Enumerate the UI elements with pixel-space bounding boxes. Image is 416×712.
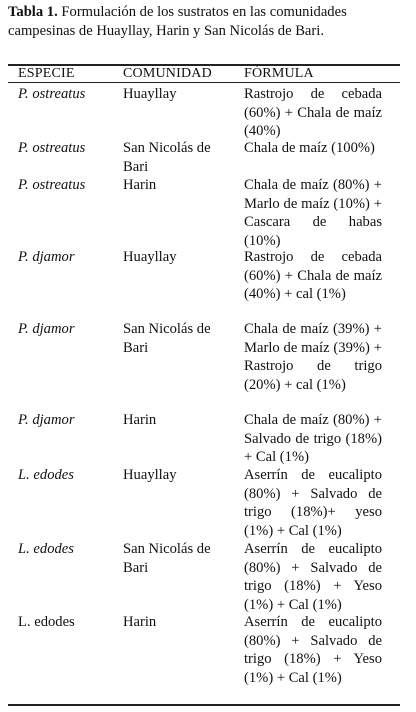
especie-cell: L. edodes — [18, 467, 74, 483]
comunidad-cell: San Nicolás de Bari — [123, 321, 211, 356]
especie-cell: P. djamor — [18, 321, 75, 337]
formula-cell: Rastrojo de cebada (60%) + Chala de maíz (40%) — [244, 86, 382, 140]
comunidad-cell: San Nicolás de Bari — [123, 140, 211, 175]
formula-cell: Aserrín de eucalipto (80%) + Salvado de trigo (18%) + Yeso (1%) + Cal (1%) — [244, 614, 382, 686]
formula-cell: Chala de maíz (80%) + Marlo de maíz (10%) + Cascara de habas (10%) — [244, 177, 382, 249]
table-caption — [8, 3, 404, 40]
especie-cell: P. djamor — [18, 412, 75, 428]
formula-cell: Chala de maíz (100%) — [244, 140, 375, 156]
especie-cell: P. djamor — [18, 249, 75, 265]
caption-text: Formulación de los sustratos en las comunidades campesinas de Huayllay, Harin y San Nicolás de Bari. — [8, 4, 347, 39]
comunidad-cell: Harin — [123, 614, 157, 630]
comunidad-cell: Huayllay — [123, 249, 177, 265]
caption-label: Tabla 1. — [8, 4, 58, 20]
header-comunidad: COMUNIDAD — [123, 66, 212, 81]
formula-cell: Rastrojo de cebada (60%) + Chala de maíz (40%) + cal (1%) — [244, 249, 382, 303]
comunidad-cell: Huayllay — [123, 467, 177, 483]
especie-cell: P. ostreatus — [18, 86, 86, 102]
bottom-rule — [8, 704, 400, 706]
especie-cell: L. edodes — [18, 614, 75, 630]
formula-cell: Chala de maíz (39%) + Marlo de maíz (39%) + Rastrojo de trigo (20%) + cal (1%) — [244, 321, 382, 393]
header-especie: ESPECIE — [18, 66, 75, 81]
comunidad-cell: Harin — [123, 412, 157, 428]
especie-cell: P. ostreatus — [18, 140, 86, 156]
formula-cell: Aserrín de eucalipto (80%) + Salvado de trigo (18%)+ yeso (1%) + Cal (1%) — [244, 467, 382, 539]
formula-cell: Aserrín de eucalipto (80%) + Salvado de trigo (18%) + Yeso (1%) + Cal (1%) — [244, 541, 382, 613]
comunidad-cell: Harin — [123, 177, 157, 193]
header-rule — [8, 82, 400, 83]
comunidad-cell: Huayllay — [123, 86, 177, 102]
comunidad-cell: San Nicolás de Bari — [123, 541, 211, 576]
especie-cell: L. edodes — [18, 541, 74, 557]
header-formula: FÓRMULA — [244, 66, 314, 81]
especie-cell: P. ostreatus — [18, 177, 86, 193]
formula-cell: Chala de maíz (80%) + Salvado de trigo (18%) + Cal (1%) — [244, 412, 382, 466]
